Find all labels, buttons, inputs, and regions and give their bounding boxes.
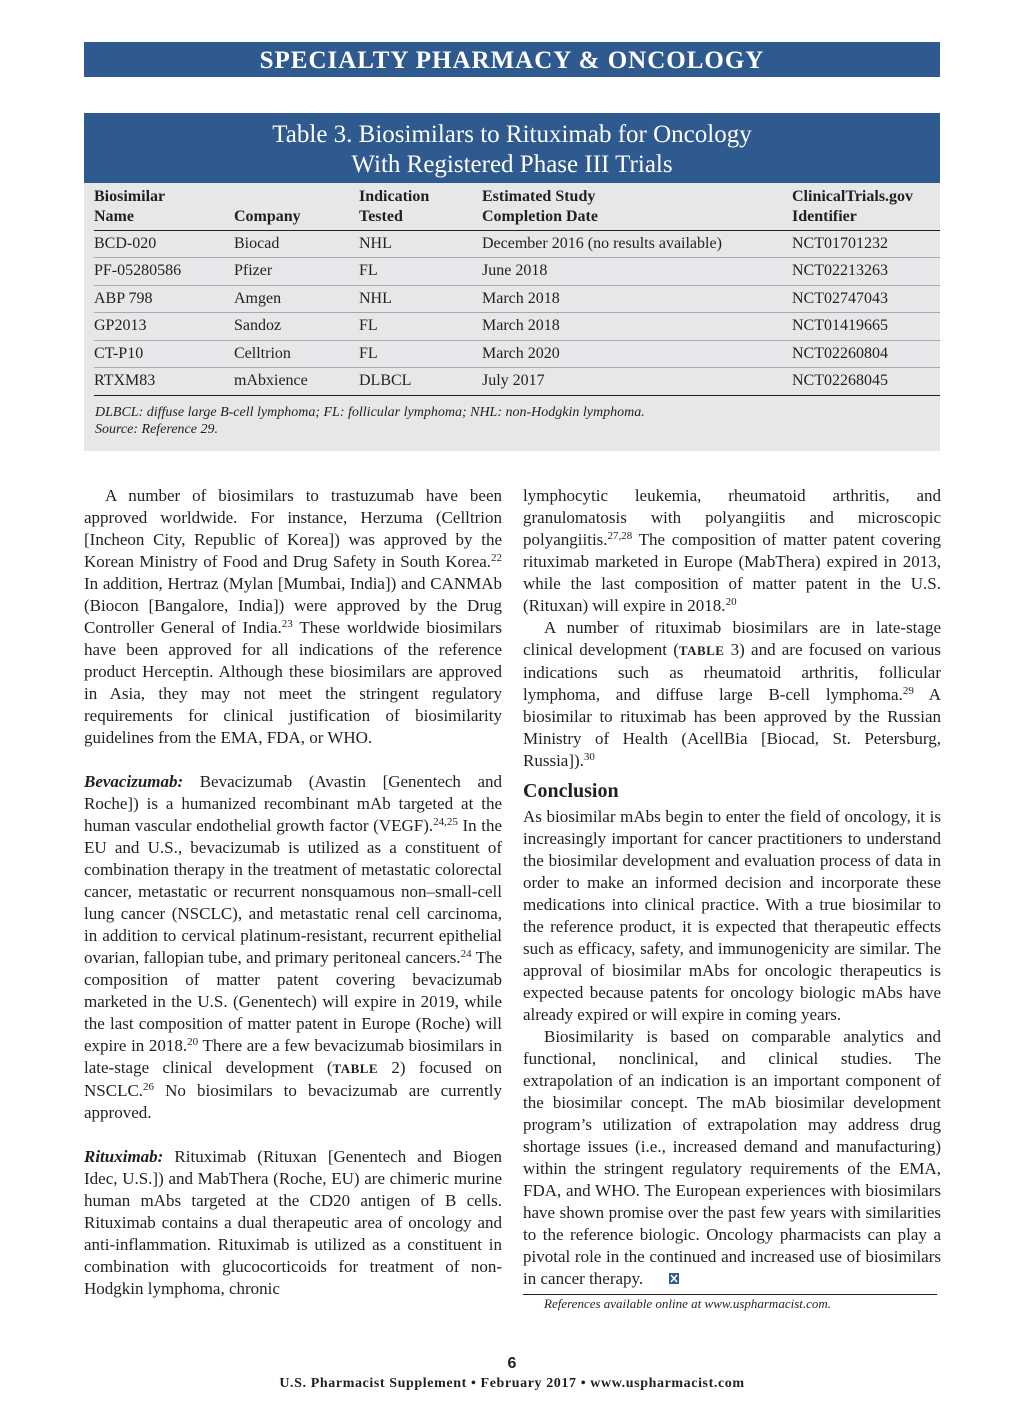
table-2-reference: TABLE [332,1061,379,1076]
table-3-reference: TABLE [678,643,725,658]
table-row [94,258,940,286]
right-column [523,485,941,1313]
citation: 22 [491,552,502,564]
cell-date: June 2018 [482,262,548,280]
paragraph-biosimilarity: Biosimilarity is based on comparable analytics and functional, nonclinical, and clinical studies. The extrapolation of an indication is an important component of the biosimilar concept. The mAb biosimilar development program’s utilization of extrapolation may address drug shortage issues (i.e., increased demand and manufacturing) within the stringent regulatory requirements of the EMA, FDA, and WHO. The European experiences with biosimilars have shown promise over the past few years with similarities to the reference biologic. Oncology pharmacists can play a pivotal role in the continued and increased use of biosimilars in cancer therapy. [523,1027,941,1288]
cell-name: PF-05280586 [94,262,182,280]
cell-company: Amgen [234,289,282,307]
end-mark-icon [647,1269,659,1282]
cell-company: Biocad [234,234,280,252]
cell-date: March 2018 [482,289,560,307]
table-row [94,368,940,396]
cell-name: RTXM83 [94,372,156,390]
cell-indication: NHL [359,289,392,307]
cell-indication: FL [359,344,378,362]
cell-indication: FL [359,262,378,280]
rituximab-lead: Rituximab: [84,1147,164,1166]
cell-company: mAbxience [234,372,308,390]
table-title-line-2: With Registered Phase III Trials [351,151,673,178]
cell-company: Pfizer [234,262,273,280]
cell-identifier: NCT02213263 [792,262,888,280]
table-row [94,230,940,258]
table-header-row [94,183,940,230]
cell-date: March 2018 [482,317,560,335]
left-column [84,485,502,1300]
section-banner: SPECIALTY PHARMACY & ONCOLOGY [84,42,940,77]
paragraph-conclusion: As biosimilar mAbs begin to enter the field of oncology, it is increasingly important for cancer practitioners to understand the biosimilar development and evaluation process of data in order to make an informed decision and incorporate these medications into clinical practice. With a true biosimilar to the reference product, it is expected that therapeutic effects such as efficacy, safety, and immunogenicity are similar. The approval of biosimilar mAbs for oncologic therapeutics is expected because patents for oncology biologic mAbs have already expired or will expire in coming years. [523,807,941,1024]
cell-indication: FL [359,317,378,335]
table-footnote-abbreviations: DLBCL: diffuse large B-cell lymphoma; FL: follicular lymphoma; NHL: non-Hodgkin lymphoma. [95,404,645,420]
header-biosimilar-name: Biosimilar Name [94,187,166,225]
cell-name: ABP 798 [94,289,153,307]
cell-indication: DLBCL [359,372,412,390]
cell-name: CT-P10 [94,344,144,362]
header-identifier: ClinicalTrials.gov Identifier [792,187,914,225]
paragraph-bevacizumab: Bevacizumab: Bevacizumab (Avastin [Genentech and Roche]) is a humanized recombinant mAb targeted at the human vascular endothelial growth factor (VEGF).$^{24,25}$ In the EU and U.S., bevacizumab is utilized as a constituent of combination therapy in the treatment of metastatic colorectal cancer, metastatic or recurrent nonsquamous non–small-cell lung cancer (NSCLC), and metastatic renal cell carcinoma, in addition to cervical platinum-resistant, recurrent epithelial ovarian, fallopian tube, and primary peritoneal cancers.$^{24}$ The composition of matter patent covering bevacizumab marketed in the U.S. (Genentech) will expire in 2019, while the last composition of matter patent in Europe (Roche) will expire in 2018.20 There are a few bevacizumab biosimilars in late-stage clinical development (TABLE 2) focused on NSCLC.$^{26}$ No biosimilars to bevacizumab are currently approved. [84,772,503,1122]
bevacizumab-lead: Bevacizumab: [84,772,184,791]
citation: 20 [187,1036,199,1048]
citation: 26 [143,1081,155,1093]
paragraph-rituximab-biosimilars: A number of rituximab biosimilars are in late-stage clinical development (TABLE 3) and are focused on various indications such as rheumatoid arthritis, follicular lymphoma, and diffuse large B-cell lymphoma.$^{29}$ A biosimilar to rituximab has been approved by the Russian Ministry of Health (AcellBia [Biocad, St. Petersburg, Russia]).$^{30}$ [523,618,941,770]
cell-date: December 2016 (no results available) [482,234,722,252]
citation: 30 [583,751,595,763]
cell-identifier: NCT02747043 [792,289,888,307]
cell-date: March 2020 [482,344,560,362]
header-company: Company [234,207,301,225]
conclusion-heading: Conclusion [523,780,619,802]
table-footnote-source: Source: Reference 29. [95,421,218,437]
citation: 24,25 [433,816,458,828]
cell-identifier: NCT01419665 [792,317,888,335]
references-note: References available online at www.uspharmacist.com. [544,1296,832,1311]
paragraph-rituximab: Rituximab: Rituximab (Rituxan [Genentech and Biogen Idec, U.S.]) and MabThera (Roche, EU) are chimeric murine human mAbs targeted at the CD20 antigen of B cells. Rituximab contains a dual therapeutic area of oncology and anti-inflammation. Rituximab is utilized as a constituent in combination with glucocorticoids for treatment of non-Hodgkin lymphoma, chronic [84,1147,502,1298]
table-row [94,340,940,368]
biosimilars-table [94,183,940,396]
cell-indication: NHL [359,234,392,252]
page-footer: U.S. Pharmacist Supplement • February 2017 • www.uspharmacist.com [279,1376,745,1391]
table-row [94,313,940,341]
paragraph-trastuzumab: A number of biosimilars to trastuzumab have been approved worldwide. For instance, Herzuma (Celltrion [Incheon City, Republic of Korea]) was approved by the Korean Ministry of Food and Drug Safety in South Korea.$^{22}$ In addition, Hertraz (Mylan [Mumbai, India]) and CANMAb (Biocon [Bangalore, India]) were approved by the Drug Controller General of India.$^{23}$ These worldwide biosimilars have been approved for all indications of the reference product Herceptin. Although these biosimilars are approved in Asia, they may not meet the stringent regulatory requirements for clinical justification of biosimilarity guidelines from the EMA, FDA, or WHO. [84,486,502,747]
page-number: 6 [507,1355,517,1372]
cell-name: BCD-020 [94,234,157,252]
citation: 29 [902,685,914,697]
header-indication: Indication Tested [359,187,430,225]
citation: 23 [281,618,293,630]
cell-identifier: NCT02268045 [792,372,888,390]
cell-identifier: NCT02260804 [792,344,888,362]
paragraph-rituximab-continued: lymphocytic leukemia, rheumatoid arthritis, and granulomatosis with polyangiitis and microscopic polyangiitis.$^{27,28}$ The composition of matter patent covering rituximab marketed in Europe (MabThera) expired in 2013, while the last composition of matter patent in the U.S. (Rituxan) will expire in 2018.20 [523,486,941,615]
cell-company: Sandoz [234,317,282,335]
citation: 24 [460,948,472,960]
table-row [94,285,940,313]
cell-date: July 2017 [482,372,545,390]
cell-identifier: NCT01701232 [792,234,888,252]
table-3 [84,113,940,451]
table-footnote [95,404,940,438]
citation: 27,28 [607,530,633,542]
table-title [84,113,940,183]
header-completion-date: Estimated Study Completion Date [482,187,598,225]
cell-company: Celltrion [234,344,291,362]
citation: 20 [725,596,737,608]
cell-name: GP2013 [94,317,147,335]
table-title-line-1: Table 3. Biosimilars to Rituximab for Oncology [272,121,752,148]
